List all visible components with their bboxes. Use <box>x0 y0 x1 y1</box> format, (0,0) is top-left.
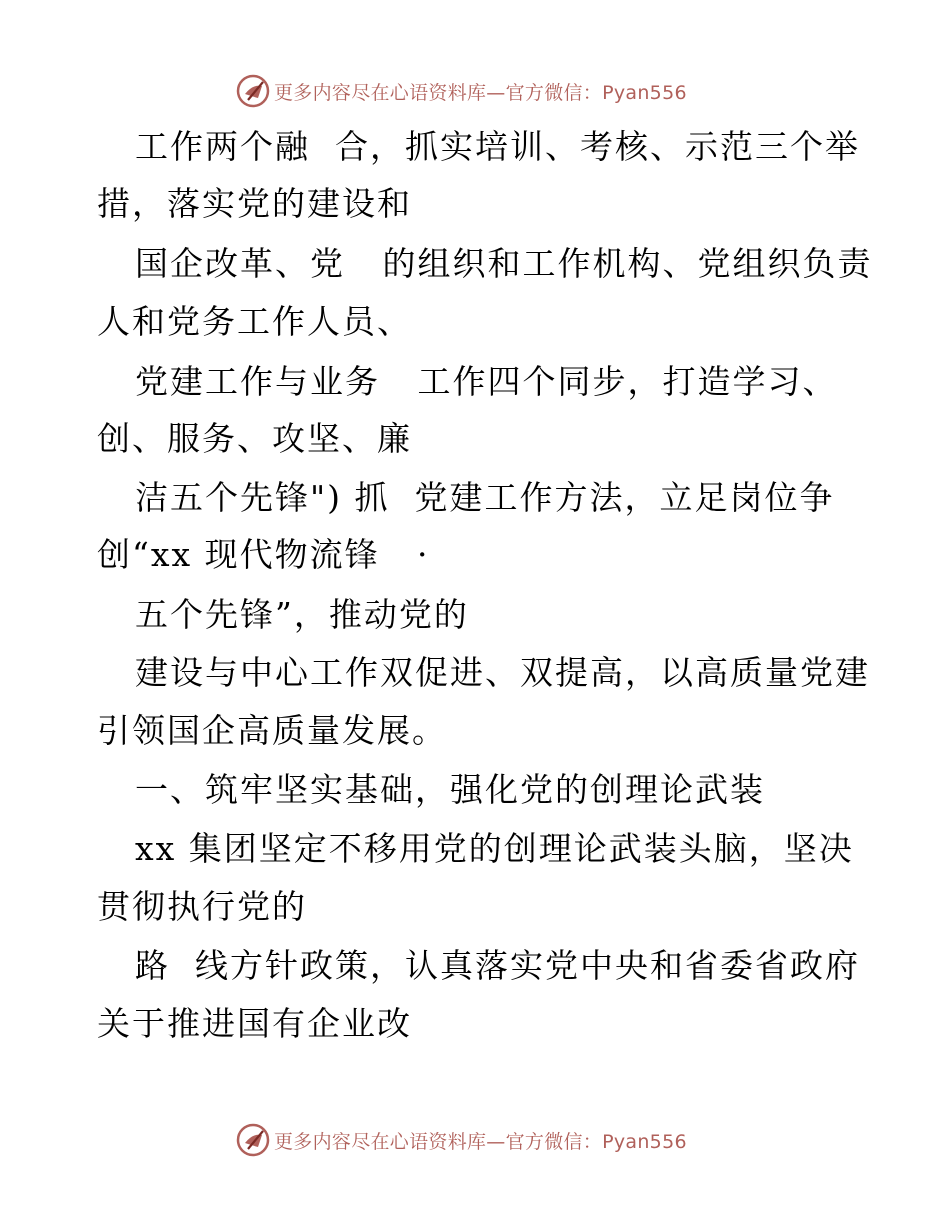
section-heading: 一、筑牢坚实基础，强化党的创理论武装 <box>135 770 765 809</box>
text-line: 五个先锋”，推动党的 <box>135 595 469 634</box>
text-line: 贯彻执行党的 <box>97 887 307 926</box>
text-line: 国企改革、党 的组织和工作机构、党组织负责 <box>135 244 873 283</box>
text-line: 工作两个融 合，抓实培训、考核、示范三个举 <box>135 127 860 166</box>
watermark-text: 更多内容尽在心语资料库—官方微信：Pyan556 <box>274 1130 687 1153</box>
text-line: xx 集团坚定不移用党的创理论武装头脑，坚决 <box>135 829 854 868</box>
watermark-footer <box>236 1122 687 1158</box>
text-line: 路 线方针政策，认真落实党中央和省委省政府 <box>135 946 860 985</box>
text-line: 关于推进国有企业改 <box>97 1004 412 1043</box>
text-line: 党建工作与业务 工作四个同步，打造学习、 <box>135 362 838 401</box>
text-line: 洁五个先锋") 抓 党建工作方法，立足岗位争 <box>135 478 835 517</box>
text-line: 创“xx 现代物流锋 · <box>97 535 430 574</box>
text-line: 建设与中心工作双促进、双提高，以高质量党建 <box>135 653 870 692</box>
book-logo-icon <box>236 1123 270 1157</box>
text-line: 创、服务、攻坚、廉 <box>97 419 412 458</box>
text-line: 引领国企高质量发展。 <box>97 711 447 750</box>
text-line: 人和党务工作人员、 <box>97 302 412 341</box>
watermark-text: 更多内容尽在心语资料库—官方微信：Pyan556 <box>274 81 687 104</box>
text-line: 措，落实党的建设和 <box>97 184 412 223</box>
book-logo-icon <box>236 74 270 108</box>
watermark-header <box>236 73 687 109</box>
